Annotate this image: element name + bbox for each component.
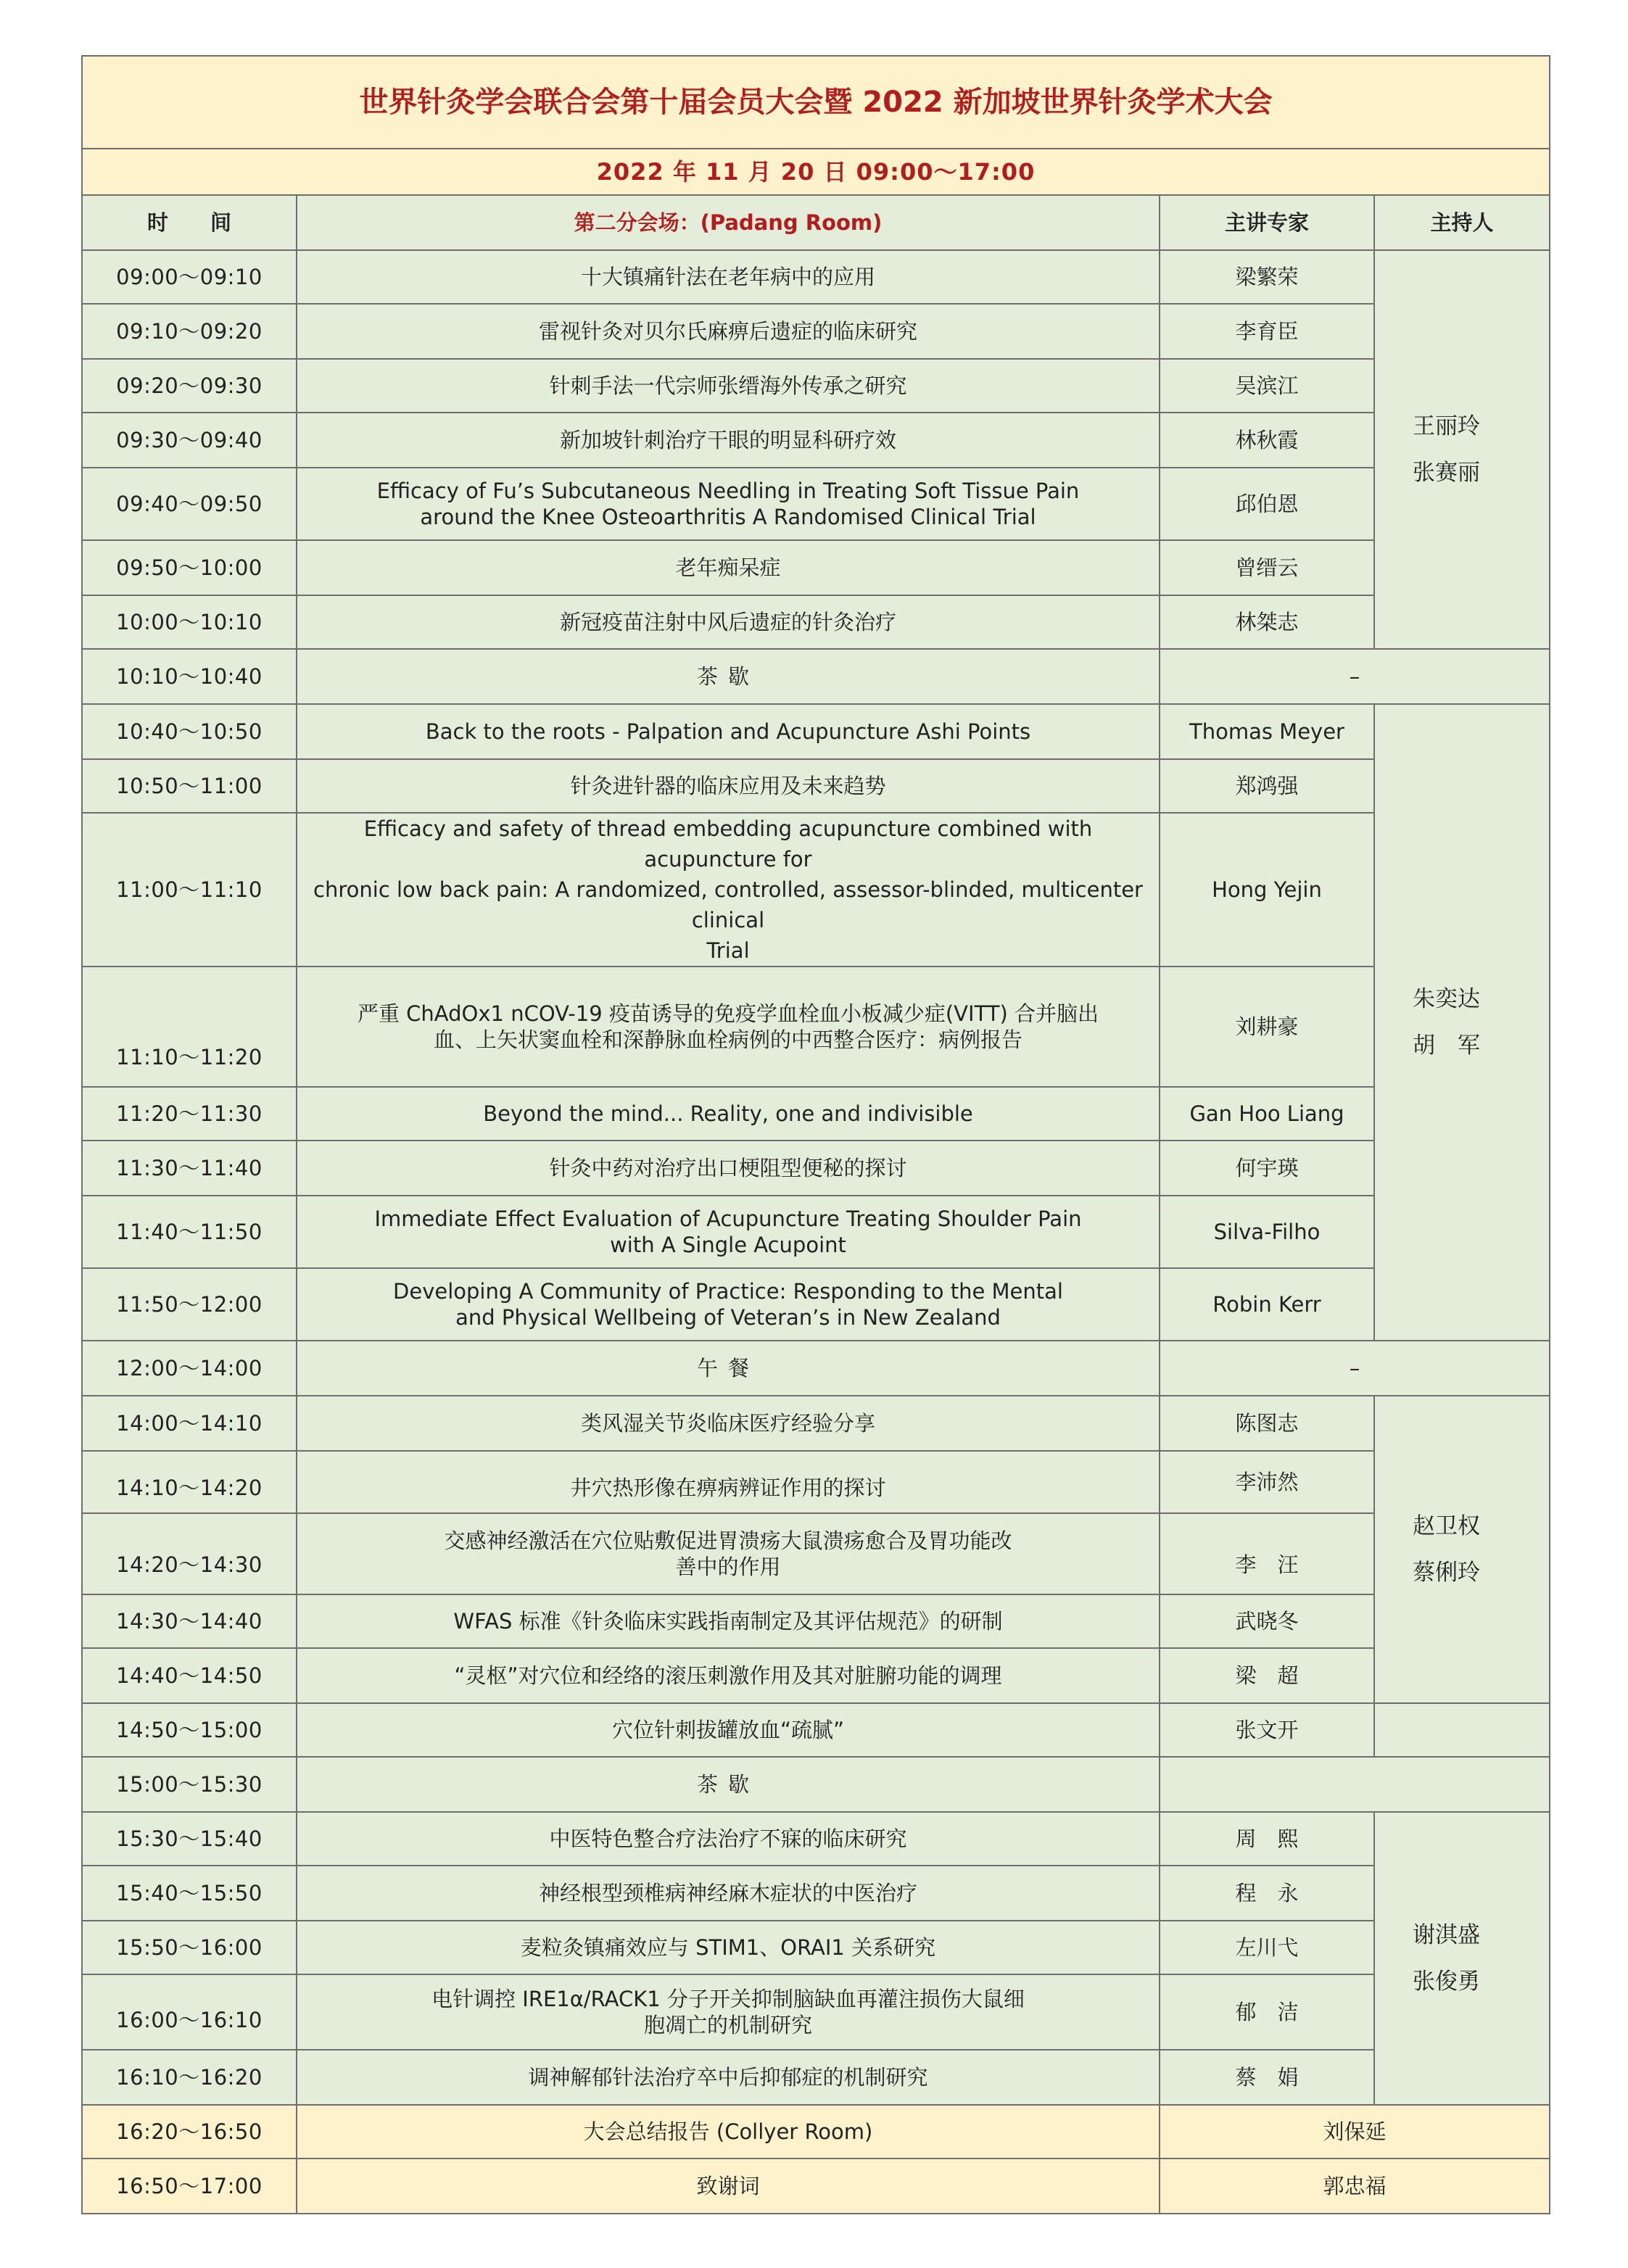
row-time: 10:40～10:50 xyxy=(82,704,297,759)
row-time: 09:10～09:20 xyxy=(82,304,297,359)
host-name: 王丽玲 xyxy=(1413,413,1480,439)
row-time: 10:10～10:40 xyxy=(82,649,297,704)
row-topic: 神经根型颈椎病神经麻木症状的中医治疗 xyxy=(297,1866,1160,1921)
host-group-4 xyxy=(1374,1812,1550,2105)
row-topic: 交感神经激活在穴位贴敷促进胃溃疡大鼠溃疡愈合及胃功能改 善中的作用 xyxy=(297,1513,1160,1594)
host-empty xyxy=(1374,1703,1550,1757)
row-time: 14:40～14:50 xyxy=(82,1648,297,1703)
row-time: 11:20～11:30 xyxy=(82,1087,297,1141)
row-speaker: 左川弋 xyxy=(1160,1921,1374,1974)
row-speaker: – xyxy=(1160,649,1550,704)
session-date: 2022 年 11 月 20 日 09:00～17:00 xyxy=(82,149,1550,195)
row-topic: WFAS 标准《针灸临床实践指南制定及其评估规范》的研制 xyxy=(297,1594,1160,1648)
row-speaker: 李沛然 xyxy=(1160,1451,1374,1513)
row-time: 11:00～11:10 xyxy=(82,813,297,967)
row-topic: Efficacy and safety of thread embedding acupuncture combined with acupuncture for chronic low back pain: A randomized, controlled, assessor-blinded, multicenter clinical Trial xyxy=(297,813,1160,967)
row-topic: 针灸中药对治疗出口梗阻型便秘的探讨 xyxy=(297,1141,1160,1196)
break-label: 午餐 xyxy=(297,1341,1160,1396)
row-speaker: 周 熙 xyxy=(1160,1812,1374,1866)
row-topic: 调神解郁针法治疗卒中后抑郁症的机制研究 xyxy=(297,2050,1160,2105)
row-topic: 老年痴呆症 xyxy=(297,540,1160,595)
row-time: 16:00～16:10 xyxy=(82,1974,297,2050)
row-topic: 新加坡针刺治疗干眼的明显科研疗效 xyxy=(297,413,1160,468)
row-topic: 雷视针灸对贝尔氏麻痹后遗症的临床研究 xyxy=(297,304,1160,359)
row-time: 15:00～15:30 xyxy=(82,1757,297,1812)
row-topic: 电针调控 IRE1α/RACK1 分子开关抑制脑缺血再灌注损伤大鼠细 胞凋亡的机制研究 xyxy=(297,1974,1160,2050)
header-speaker: 主讲专家 xyxy=(1160,195,1374,250)
host-group-1 xyxy=(1374,250,1550,649)
row-speaker: 武晓冬 xyxy=(1160,1594,1374,1648)
host-name: 赵卫权 xyxy=(1413,1513,1480,1539)
row-speaker: 曾缙云 xyxy=(1160,540,1374,595)
row-speaker: 何宇瑛 xyxy=(1160,1141,1374,1196)
row-time: 15:40～15:50 xyxy=(82,1866,297,1921)
header-host: 主持人 xyxy=(1374,195,1550,250)
row-topic: Efficacy of Fu’s Subcutaneous Needling in Treating Soft Tissue Pain around the Knee Osteoarthritis A Randomised Clinical Trial xyxy=(297,468,1160,540)
break-label: 茶歇 xyxy=(297,1757,1160,1812)
row-speaker: 吴滨江 xyxy=(1160,359,1374,413)
host-name: 胡 军 xyxy=(1413,1032,1480,1059)
row-speaker: 林桀志 xyxy=(1160,595,1374,649)
row-speaker: 陈图志 xyxy=(1160,1396,1374,1451)
row-topic: 针刺手法一代宗师张缙海外传承之研究 xyxy=(297,359,1160,413)
row-time: 14:20～14:30 xyxy=(82,1513,297,1594)
row-time: 16:20～16:50 xyxy=(82,2105,297,2159)
row-time: 14:30～14:40 xyxy=(82,1594,297,1648)
row-topic: 致谢词 xyxy=(297,2159,1160,2214)
row-speaker xyxy=(1160,1757,1550,1812)
host-name: 谢淇盛 xyxy=(1413,1922,1480,1948)
row-speaker: 蔡 娟 xyxy=(1160,2050,1374,2105)
row-time: 09:30～09:40 xyxy=(82,413,297,468)
row-topic: 新冠疫苗注射中风后遗症的针灸治疗 xyxy=(297,595,1160,649)
host-group-2 xyxy=(1374,704,1550,1341)
row-speaker: 郭忠福 xyxy=(1160,2159,1550,2214)
row-topic: Back to the roots - Palpation and Acupuncture Ashi Points xyxy=(297,704,1160,759)
host-name: 朱奕达 xyxy=(1413,986,1480,1012)
row-speaker: 梁繁荣 xyxy=(1160,250,1374,304)
row-speaker: 郁 洁 xyxy=(1160,1974,1374,2050)
host-group-3 xyxy=(1374,1396,1550,1703)
host-name: 张俊勇 xyxy=(1413,1969,1480,1995)
header-time: 时 间 xyxy=(82,195,297,250)
host-name: 张赛丽 xyxy=(1413,460,1480,486)
row-time: 14:50～15:00 xyxy=(82,1703,297,1757)
break-label: 茶歇 xyxy=(297,649,1160,704)
row-speaker: 刘耕豪 xyxy=(1160,967,1374,1087)
row-topic: 麦粒灸镇痛效应与 STIM1、ORAI1 关系研究 xyxy=(297,1921,1160,1974)
row-speaker: Robin Kerr xyxy=(1160,1268,1374,1341)
row-time: 16:10～16:20 xyxy=(82,2050,297,2105)
header-session: 第二分会场：(Padang Room) xyxy=(297,195,1160,250)
row-time: 10:00～10:10 xyxy=(82,595,297,649)
row-topic: 井穴热形像在痹病辨证作用的探讨 xyxy=(297,1451,1160,1513)
row-speaker: 林秋霞 xyxy=(1160,413,1374,468)
row-speaker: 李育臣 xyxy=(1160,304,1374,359)
row-speaker: Silva-Filho xyxy=(1160,1196,1374,1268)
row-time: 14:00～14:10 xyxy=(82,1396,297,1451)
row-topic: 十大镇痛针法在老年病中的应用 xyxy=(297,250,1160,304)
row-speaker: 梁 超 xyxy=(1160,1648,1374,1703)
row-topic: 严重 ChAdOx1 nCOV-19 疫苗诱导的免疫学血栓血小板减少症(VITT) 合并脑出 血、上矢状窦血栓和深静脉血栓病例的中西整合医疗：病例报告 xyxy=(297,967,1160,1087)
row-time: 16:50～17:00 xyxy=(82,2159,297,2214)
row-topic: 类风湿关节炎临床医疗经验分享 xyxy=(297,1396,1160,1451)
row-speaker: Gan Hoo Liang xyxy=(1160,1087,1374,1141)
row-time: 11:10～11:20 xyxy=(82,967,297,1087)
row-topic: 穴位针刺拔罐放血“疏腻” xyxy=(297,1703,1160,1757)
row-time: 09:40～09:50 xyxy=(82,468,297,540)
row-topic: Immediate Effect Evaluation of Acupuncture Treating Shoulder Pain with A Single Acupoint xyxy=(297,1196,1160,1268)
page-title: 世界针灸学会联合会第十届会员大会暨 2022 新加坡世界针灸学术大会 xyxy=(82,56,1550,149)
row-time: 11:30～11:40 xyxy=(82,1141,297,1196)
row-topic: 大会总结报告 (Collyer Room) xyxy=(297,2105,1160,2159)
row-topic: “灵枢”对穴位和经络的滚压刺激作用及其对脏腑功能的调理 xyxy=(297,1648,1160,1703)
row-speaker: 李 汪 xyxy=(1160,1513,1374,1594)
row-time: 15:50～16:00 xyxy=(82,1921,297,1974)
row-speaker: Thomas Meyer xyxy=(1160,704,1374,759)
row-time: 11:50～12:00 xyxy=(82,1268,297,1341)
row-speaker: 邱伯恩 xyxy=(1160,468,1374,540)
row-time: 15:30～15:40 xyxy=(82,1812,297,1866)
row-speaker: Hong Yejin xyxy=(1160,813,1374,967)
row-topic: Beyond the mind... Reality, one and indivisible xyxy=(297,1087,1160,1141)
row-speaker: 程 永 xyxy=(1160,1866,1374,1921)
row-time: 14:10～14:20 xyxy=(82,1451,297,1513)
row-time: 09:00～09:10 xyxy=(82,250,297,304)
row-time: 10:50～11:00 xyxy=(82,759,297,813)
row-topic: Developing A Community of Practice: Responding to the Mental and Physical Wellbeing of Veteran’s in New Zealand xyxy=(297,1268,1160,1341)
row-time: 12:00～14:00 xyxy=(82,1341,297,1396)
host-name: 蔡俐玲 xyxy=(1413,1560,1480,1586)
row-speaker: 刘保延 xyxy=(1160,2105,1550,2159)
row-time: 09:20～09:30 xyxy=(82,359,297,413)
row-speaker: 张文开 xyxy=(1160,1703,1374,1757)
row-speaker: 郑鸿强 xyxy=(1160,759,1374,813)
row-time: 09:50～10:00 xyxy=(82,540,297,595)
row-speaker: – xyxy=(1160,1341,1550,1396)
row-topic: 针灸进针器的临床应用及未来趋势 xyxy=(297,759,1160,813)
schedule-table xyxy=(81,55,1550,2214)
row-topic: 中医特色整合疗法治疗不寐的临床研究 xyxy=(297,1812,1160,1866)
row-time: 11:40～11:50 xyxy=(82,1196,297,1268)
